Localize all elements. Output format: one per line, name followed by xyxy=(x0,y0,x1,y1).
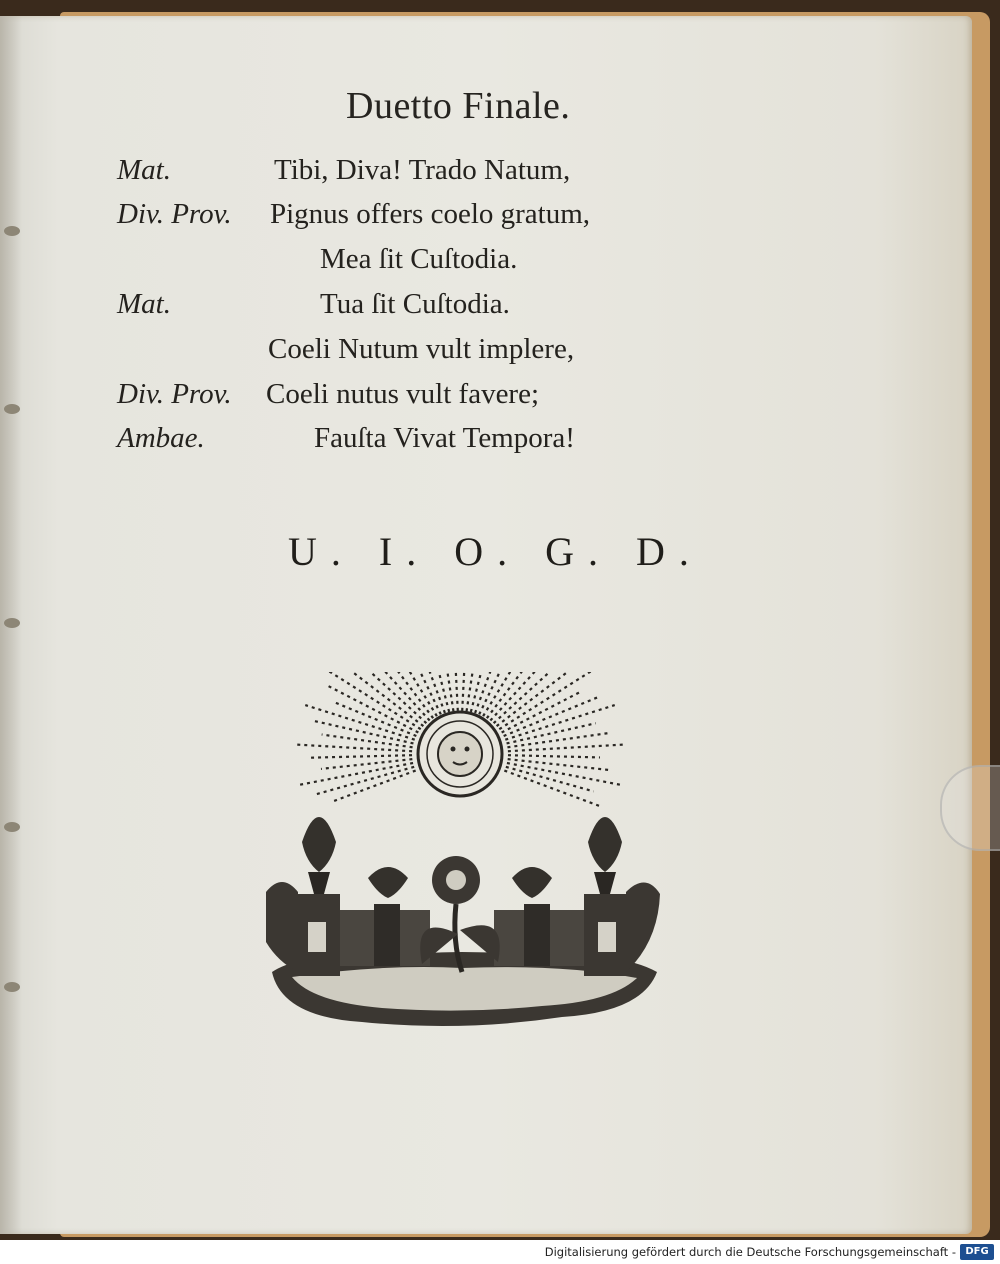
verse-line xyxy=(0,333,700,373)
page-title: Duetto Finale. xyxy=(346,85,571,127)
verse-text: Fauſta Vivat Tempora! xyxy=(314,422,575,454)
footer-credit: Digitalisierung gefördert durch die Deutsche Forschungsgemeinschaft - xyxy=(544,1245,956,1259)
speaker-label: Div. Prov. xyxy=(117,378,232,410)
verse-line xyxy=(0,378,700,418)
verse-text: Mea ſit Cuſtodia. xyxy=(320,243,518,275)
footer-bar xyxy=(0,1240,1000,1264)
verse-text: Pignus offers coelo gratum, xyxy=(270,198,591,230)
speaker-label: Mat. xyxy=(117,288,171,320)
verse-text: Coeli nutus vult favere; xyxy=(266,378,540,410)
binding-stitch xyxy=(4,982,20,992)
dfg-logo: DFG xyxy=(960,1244,994,1260)
verse-line xyxy=(0,198,700,238)
closing-initials: U. I. O. G. D. xyxy=(288,529,703,574)
verse-text: Coeli Nutum vult implere, xyxy=(268,333,575,365)
binding-stitch xyxy=(4,822,20,832)
verse-text: Tua ſit Cuſtodia. xyxy=(320,288,510,320)
verse-line xyxy=(0,154,700,194)
binding-stitch xyxy=(4,618,20,628)
verse-line xyxy=(0,288,700,328)
speaker-label: Mat. xyxy=(117,154,171,186)
sun-garden-woodcut-icon xyxy=(262,672,662,1042)
verse-text: Tibi, Diva! Trado Natum, xyxy=(274,154,571,186)
verse-line xyxy=(0,243,700,283)
speaker-label: Div. Prov. xyxy=(117,198,232,230)
speaker-label: Ambae. xyxy=(117,422,205,454)
verse-line xyxy=(0,422,700,462)
